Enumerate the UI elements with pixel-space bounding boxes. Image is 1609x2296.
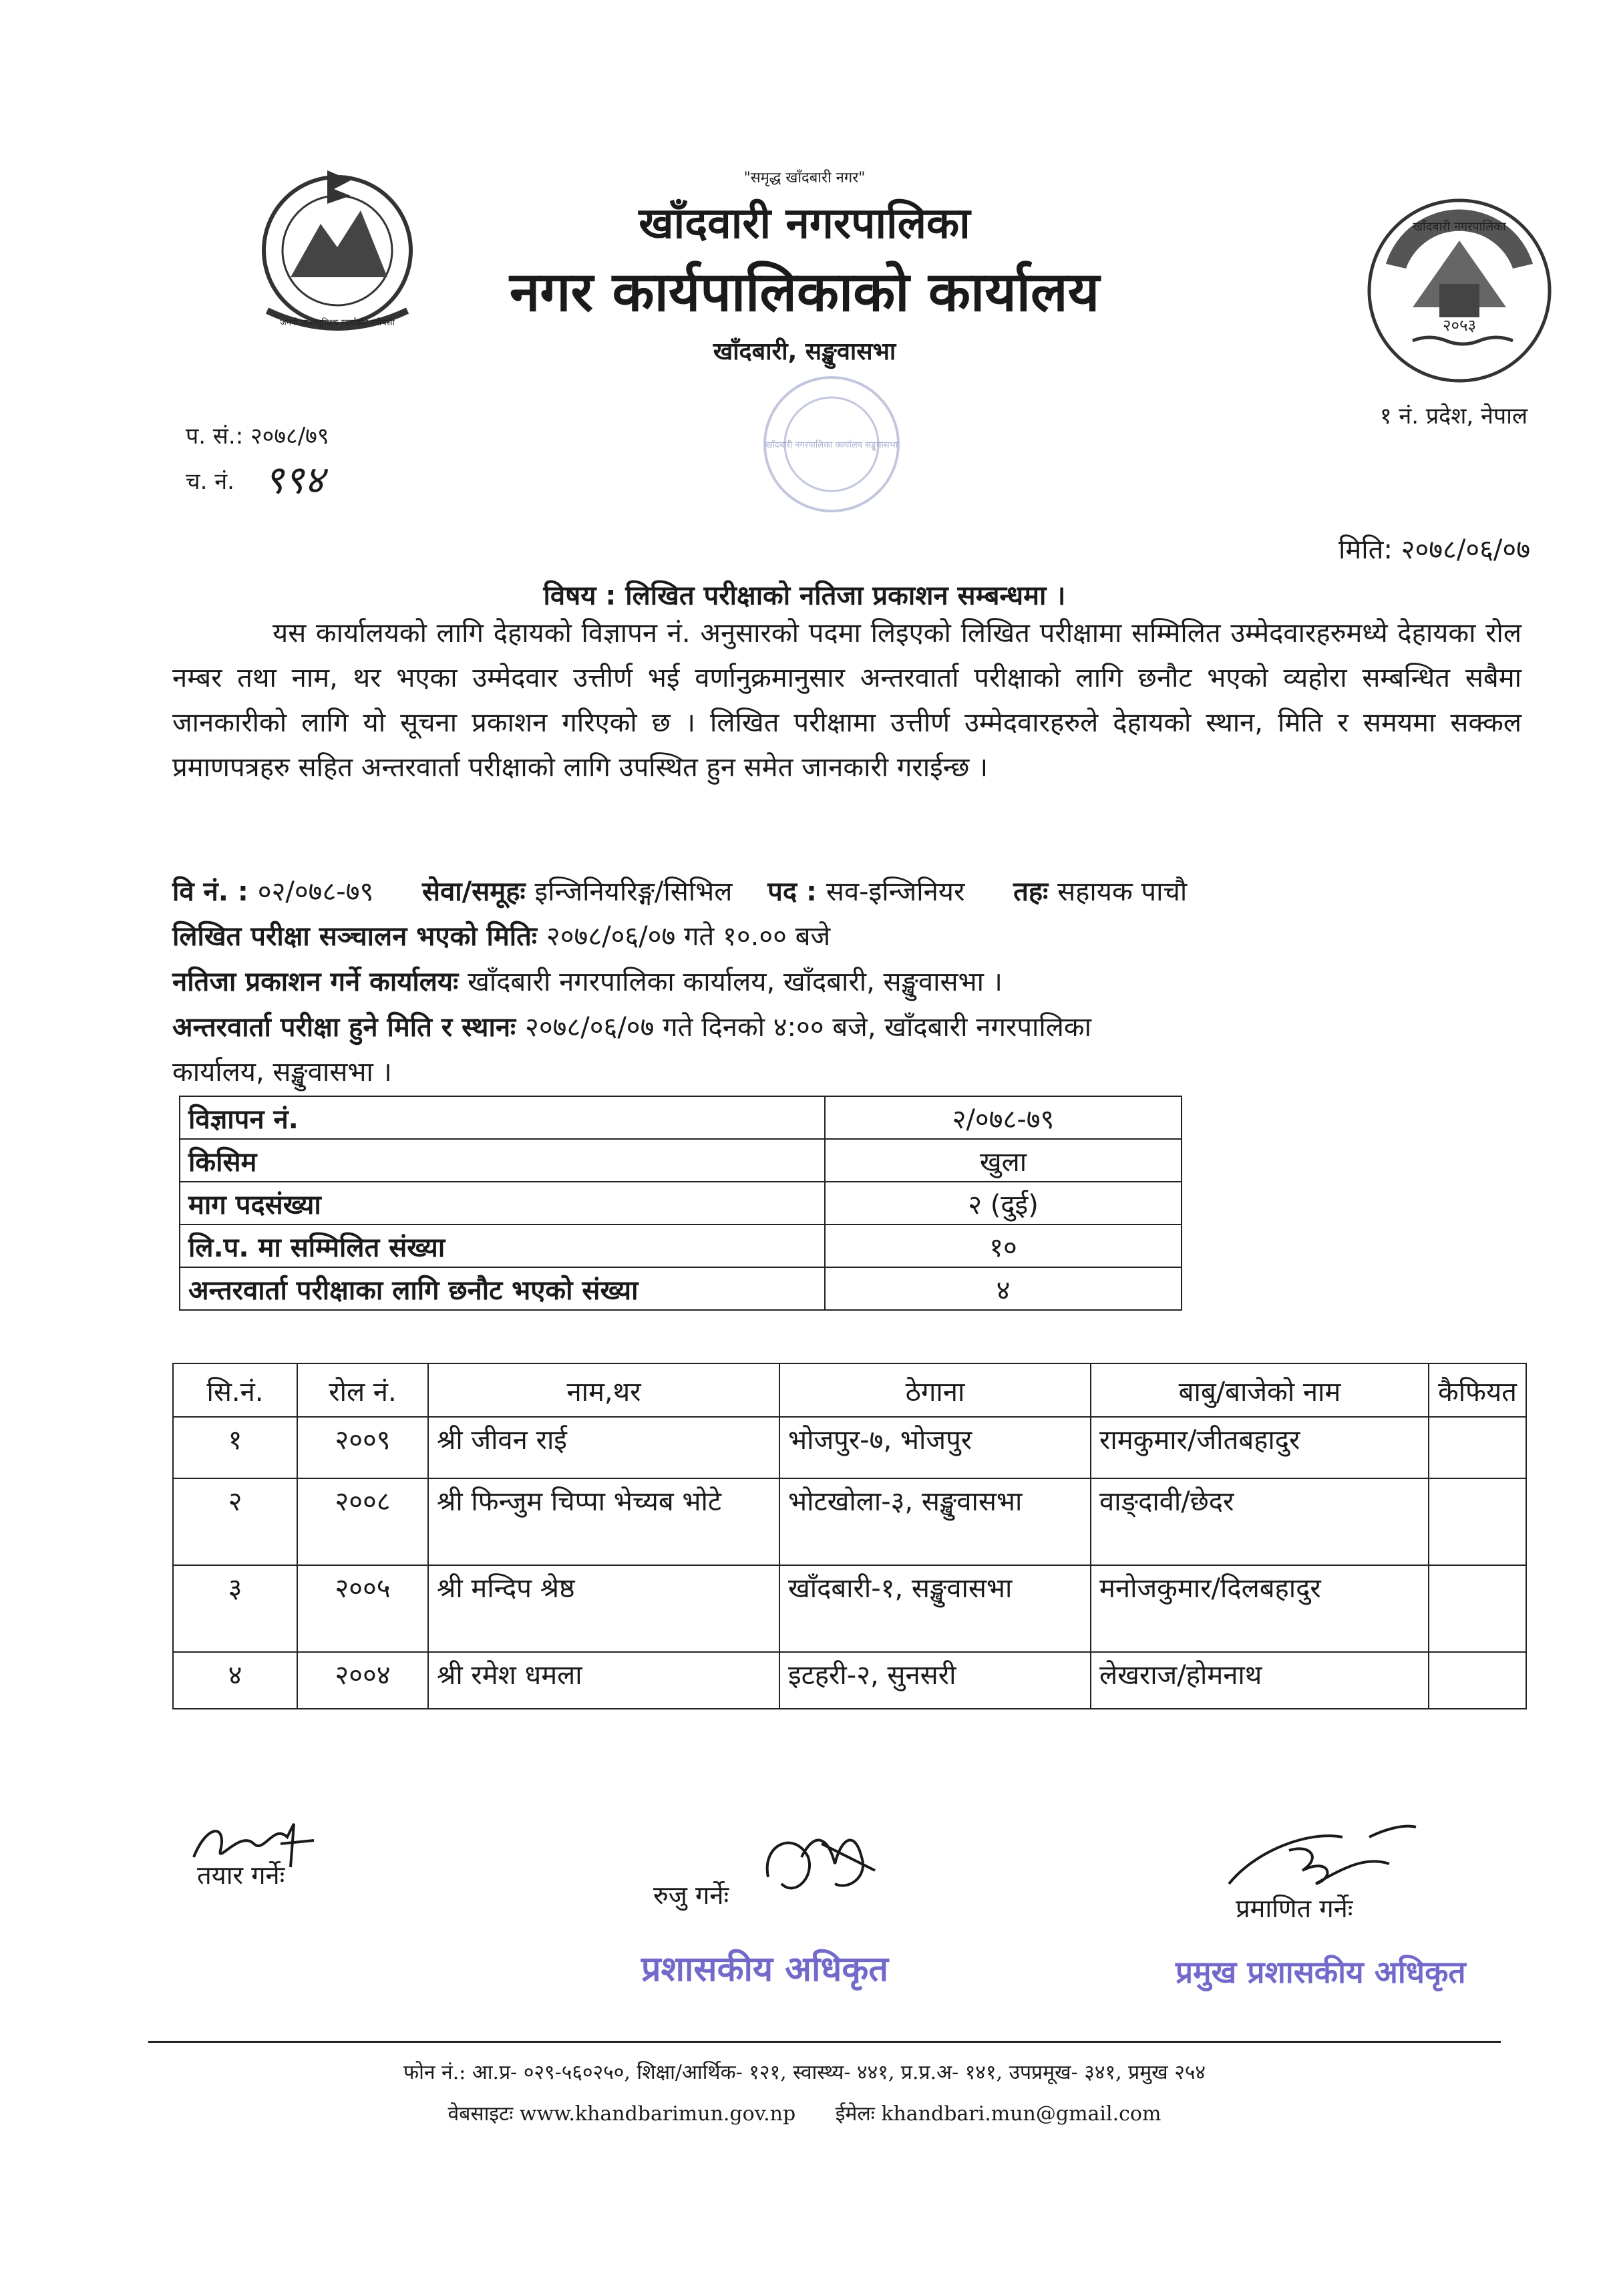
summary-label: माग पदसंख्या xyxy=(180,1182,825,1224)
dispatch-number-handwritten: ९९४ xyxy=(264,457,325,502)
dispatch-number-label: च. नं. xyxy=(186,468,234,495)
exam-date-value: २०७८/०६/०७ गते १०.०० बजे xyxy=(546,921,831,952)
cell-remark xyxy=(1429,1652,1526,1709)
office-location: खाँदबारी, सङ्खुवासभा xyxy=(713,338,896,365)
service-value: इन्जिनियरिङ्ग/सिभिल xyxy=(534,876,733,907)
cell-sn: ४ xyxy=(173,1652,297,1709)
ref-value: २०७८/७९ xyxy=(250,423,329,450)
approved-by-label: प्रमाणित गर्नेः xyxy=(1236,1894,1353,1923)
cell-parent: लेखराज/होमनाथ xyxy=(1091,1652,1429,1709)
interview-value: २०७८/०६/०७ गते दिनको ४:०० बजे, खाँदबारी नगरपालिका xyxy=(525,1012,1091,1043)
checked-by-title: प्रशासकीय अधिकृत xyxy=(641,1949,888,1989)
col-header: नाम,थर xyxy=(428,1363,779,1417)
ref-label: प. सं.: xyxy=(186,423,250,450)
municipality-logo-icon xyxy=(1363,194,1556,387)
col-header: ठेगाना xyxy=(779,1363,1091,1417)
table-row xyxy=(180,1224,1182,1267)
interview-line xyxy=(172,1007,1091,1044)
cell-remark xyxy=(1429,1478,1526,1565)
summary-value: २ (दुई) xyxy=(825,1182,1182,1224)
motto: "समृद्ध खाँदबारी नगर" xyxy=(743,170,866,186)
approved-signature-icon xyxy=(1216,1810,1429,1897)
table-row xyxy=(180,1182,1182,1224)
exam-date-label: लिखित परीक्षा सञ्चालन भएको मितिः xyxy=(172,921,546,952)
summary-table xyxy=(179,1096,1182,1311)
cell-sn: ३ xyxy=(173,1565,297,1652)
footer-phone: फोन नं.: आ.प्र- ०२९-५६०२५०, शिक्षा/आर्थिक- १२१, स्वास्थ्य- ४४१, प्र.प्र.अ- १४१, उपप्रमूख- ३४१, प्रमुख २५४ xyxy=(403,2061,1206,2084)
summary-value: २/०७८-७९ xyxy=(825,1096,1182,1139)
summary-label: अन्तरवार्ता परीक्षाका लागि छनौट भएको संख्या xyxy=(180,1267,825,1310)
notice-body: यस कार्यालयको लागि देहायको विज्ञापन नं. अनुसारको पदमा लिइएको लिखित परीक्षामा सम्मिलित उम्मेदवारहरुमध्ये देहायका रोल नम्बर तथा नाम, थर भएका उम्मेदवार उत्तीर्ण भई वर्णानुक्रमानुसार अन्तरवार्ता परीक्षाको लागि छनौट भएको व्यहोरा सम्बन्धित सबैमा जानकारीको लागि यो सूचना प्रकाशन गरिएको छ । लिखित परीक्षामा उत्तीर्ण उम्मेदवारहरुले देहायको स्थान, मिति र समयमा सक्कल प्रमाणपत्रहरु सहित अन्तरवार्ता परीक्षाको लागि उपस्थित हुन समेत जानकारी गराईन्छ । xyxy=(172,618,1522,783)
summary-value: ४ xyxy=(825,1267,1182,1310)
summary-label: किसिम xyxy=(180,1139,825,1182)
letter-date: मिति: २०७८/०६/०७ xyxy=(1338,534,1530,565)
office-title: नगर कार्यपालिकाको कार्यालय xyxy=(509,261,1100,324)
footer-divider xyxy=(148,2041,1501,2043)
approved-by-title: प्रमुख प्रशासकीय अधिकृत xyxy=(1176,1954,1466,1990)
office-stamp-icon xyxy=(755,367,908,521)
cell-address: भोटखोला-३, सङ्खुवासभा xyxy=(779,1478,1091,1565)
result-office-value: खाँदबारी नगरपालिका कार्यालय, खाँदबारी, सङ्खुवासभा । xyxy=(468,967,1003,997)
result-office-label: नतिजा प्रकाशन गर्ने कार्यालयः xyxy=(172,967,468,997)
interview-label: अन्तरवार्ता परीक्षा हुने मिति र स्थानः xyxy=(172,1012,526,1043)
municipality-title: खाँदवारी नगरपालिका xyxy=(639,199,970,249)
cell-roll: २००८ xyxy=(297,1478,428,1565)
cell-sn: १ xyxy=(173,1417,297,1478)
table-header-row xyxy=(173,1363,1526,1417)
footer-email: ईमेलः khandbari.mun@gmail.com xyxy=(835,2102,1161,2126)
logo-name-text: खाँदबारी नगरपालिका xyxy=(1413,220,1506,234)
cell-address: भोजपुर-७, भोजपुर xyxy=(779,1417,1091,1478)
result-office-line xyxy=(172,962,1003,999)
reference-number xyxy=(186,420,329,450)
cell-name: श्री रमेश धमला xyxy=(428,1652,779,1709)
province: १ नं. प्रदेश, नेपाल xyxy=(1379,403,1528,430)
cell-parent: रामकुमार/जीतबहादुर xyxy=(1091,1417,1429,1478)
cell-sn: २ xyxy=(173,1478,297,1565)
table-row xyxy=(173,1417,1526,1478)
results-table xyxy=(172,1363,1527,1709)
col-header: बाबु/बाजेको नाम xyxy=(1091,1363,1429,1417)
table-row xyxy=(180,1267,1182,1310)
table-row xyxy=(180,1139,1182,1182)
stamp-text: खाँदबारी नगरपालिका कार्यालय सङ्खुवासभा xyxy=(765,440,898,450)
cell-parent: वाङ्दावी/छेदर xyxy=(1091,1478,1429,1565)
cell-address: खाँदबारी-१, सङ्खुवासभा xyxy=(779,1565,1091,1652)
footer-contact xyxy=(0,2099,1609,2126)
table-row xyxy=(173,1652,1526,1709)
cell-remark xyxy=(1429,1565,1526,1652)
table-row xyxy=(173,1565,1526,1652)
summary-label: लि.प. मा सम्मिलित संख्या xyxy=(180,1224,825,1267)
ad-no-label: वि नं. : xyxy=(172,876,258,907)
level-label: तहः xyxy=(1013,876,1058,907)
summary-value: खुला xyxy=(825,1139,1182,1182)
ad-no-value: ०२/०७८-७९ xyxy=(257,876,374,907)
col-header: रोल नं. xyxy=(297,1363,428,1417)
prepared-by-label: तयार गर्नेः xyxy=(197,1860,285,1890)
summary-label: विज्ञापन नं. xyxy=(180,1096,825,1139)
cell-address: इटहरी-२, सुनसरी xyxy=(779,1652,1091,1709)
cell-name: श्री मन्दिप श्रेष्ठ xyxy=(428,1565,779,1652)
col-header: सि.नं. xyxy=(173,1363,297,1417)
summary-value: १० xyxy=(825,1224,1182,1267)
cell-roll: २००५ xyxy=(297,1565,428,1652)
service-label: सेवा/समूहः xyxy=(422,876,535,907)
checked-by-label: रुजु गर्नेः xyxy=(653,1880,729,1910)
cell-remark xyxy=(1429,1417,1526,1478)
emblem-motto-text: जननी जन्मभूमिश्च स्वर्गादपि गरीयसी xyxy=(280,318,395,328)
cell-roll: २००९ xyxy=(297,1417,428,1478)
cell-parent: मनोजकुमार/दिलबहादुर xyxy=(1091,1565,1429,1652)
exam-date-line xyxy=(172,917,830,953)
table-row xyxy=(173,1478,1526,1565)
post-label: पद : xyxy=(767,876,826,907)
col-header: कैफियत xyxy=(1429,1363,1526,1417)
level-value: सहायक पाचौ xyxy=(1057,876,1188,907)
cell-roll: २००४ xyxy=(297,1652,428,1709)
subject-line: विषय : लिखित परीक्षाको नतिजा प्रकाशन सम्बन्धमा । xyxy=(543,581,1066,611)
cell-name: श्री फिन्जुम चिप्पा भेच्यब भोटे xyxy=(428,1478,779,1565)
post-value: सव-इन्जिनियर xyxy=(826,876,965,907)
cell-name: श्री जीवन राई xyxy=(428,1417,779,1478)
footer-website: वेबसाइटः www.khandbarimun.gov.np xyxy=(448,2102,796,2126)
table-row xyxy=(180,1096,1182,1139)
checked-signature-icon xyxy=(755,1817,902,1911)
interview-line-2: कार्यालय, सङ्खुवासभा । xyxy=(172,1057,392,1088)
vacancy-info-line xyxy=(172,872,1522,909)
logo-year-text: २०५३ xyxy=(1443,316,1476,335)
